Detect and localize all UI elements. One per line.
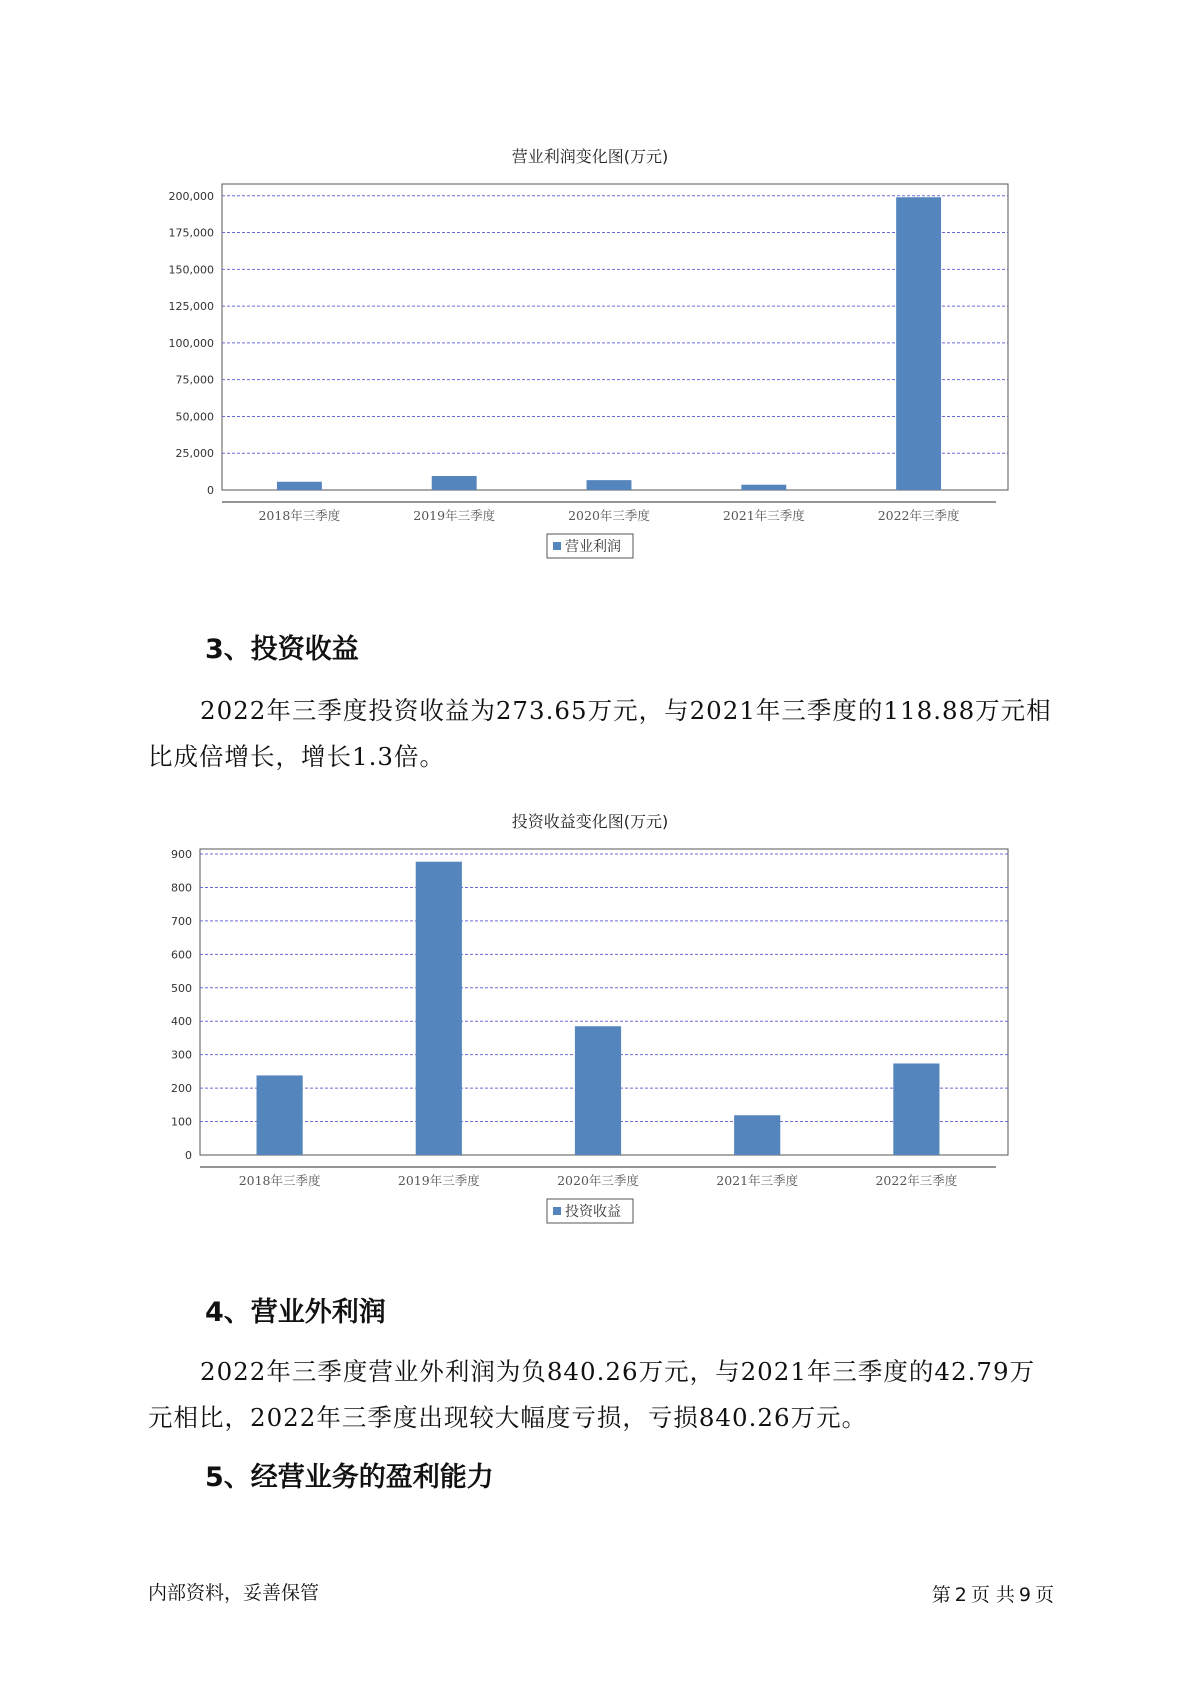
operating-profit-chart-svg: [160, 140, 1020, 600]
section-5-heading: 5、经营业务的盈利能力: [205, 1462, 494, 1493]
page-mid: 页 共: [970, 1584, 1015, 1606]
section-3-paragraph: 2022年三季度投资收益为273.65万元，与2021年三季度的118.88万元相比成倍增长，增长1.3倍。: [148, 696, 1052, 771]
footer-page-indicator: [930, 1580, 1056, 1607]
y-tick-label: 400: [171, 1015, 192, 1029]
bar: [257, 1075, 303, 1155]
y-tick-label: 100,000: [168, 336, 214, 350]
y-tick-label: 500: [171, 981, 192, 995]
y-tick-label: 300: [171, 1048, 192, 1062]
y-tick-label: 125,000: [168, 300, 214, 314]
footer-confidential-note: 内部资料，妥善保管: [148, 1582, 320, 1604]
y-tick-label: 75,000: [175, 373, 214, 387]
x-tick-label: 2021年三季度: [722, 508, 805, 523]
y-tick-label: 600: [171, 948, 192, 962]
y-tick-label: 50,000: [175, 410, 214, 424]
legend-swatch: [553, 1207, 561, 1215]
y-tick-label: 175,000: [168, 226, 214, 240]
page-number: 2: [954, 1584, 967, 1606]
bar: [896, 197, 941, 490]
page-total: 9: [1018, 1584, 1031, 1606]
investment-income-chart: [160, 805, 1020, 1265]
x-tick-label: 2022年三季度: [875, 1173, 958, 1188]
operating-profit-chart: [160, 140, 1020, 600]
section-4-heading: 4、营业外利润: [205, 1297, 386, 1328]
bar: [587, 480, 632, 490]
bar: [416, 862, 462, 1155]
x-tick-label: 2020年三季度: [557, 1173, 639, 1188]
bar: [575, 1026, 621, 1155]
y-tick-label: 100: [171, 1115, 192, 1129]
legend-label: 营业利润: [565, 539, 621, 555]
x-tick-label: 2018年三季度: [238, 1173, 321, 1188]
y-tick-label: 0: [185, 1149, 192, 1162]
y-tick-label: 900: [171, 848, 192, 862]
y-tick-label: 25,000: [175, 447, 214, 461]
chart-title: 营业利润变化图(万元): [511, 147, 669, 166]
section-4-paragraph: 2022年三季度营业外利润为负840.26万元，与2021年三季度的42.79万元相比，2022年三季度出现较大幅度亏损，亏损840.26万元。: [148, 1357, 1036, 1432]
page-prefix: 第: [931, 1584, 951, 1606]
x-tick-label: 2018年三季度: [258, 508, 341, 523]
y-tick-label: 150,000: [168, 263, 214, 277]
y-tick-label: 800: [171, 881, 192, 895]
bar: [277, 482, 322, 490]
chart-title: 投资收益变化图(万元): [511, 812, 669, 831]
x-tick-label: 2019年三季度: [397, 1173, 480, 1188]
y-tick-label: 200: [171, 1082, 192, 1096]
bar: [432, 476, 477, 490]
page-suffix: 页: [1034, 1584, 1054, 1606]
legend-swatch: [553, 542, 561, 550]
y-tick-label: 0: [207, 484, 214, 497]
section-3-heading: 3、投资收益: [205, 634, 359, 665]
x-tick-label: 2021年三季度: [716, 1173, 799, 1188]
y-tick-label: 700: [171, 914, 192, 928]
x-tick-label: 2019年三季度: [413, 508, 496, 523]
x-tick-label: 2022年三季度: [877, 508, 960, 523]
x-tick-label: 2020年三季度: [568, 508, 650, 523]
plot-frame: [222, 184, 1008, 490]
bar: [741, 485, 786, 490]
legend-label: 投资收益: [565, 1204, 621, 1220]
y-tick-label: 200,000: [168, 189, 214, 203]
bar: [893, 1063, 939, 1155]
investment-income-chart-svg: [160, 805, 1020, 1265]
bar: [734, 1115, 780, 1155]
